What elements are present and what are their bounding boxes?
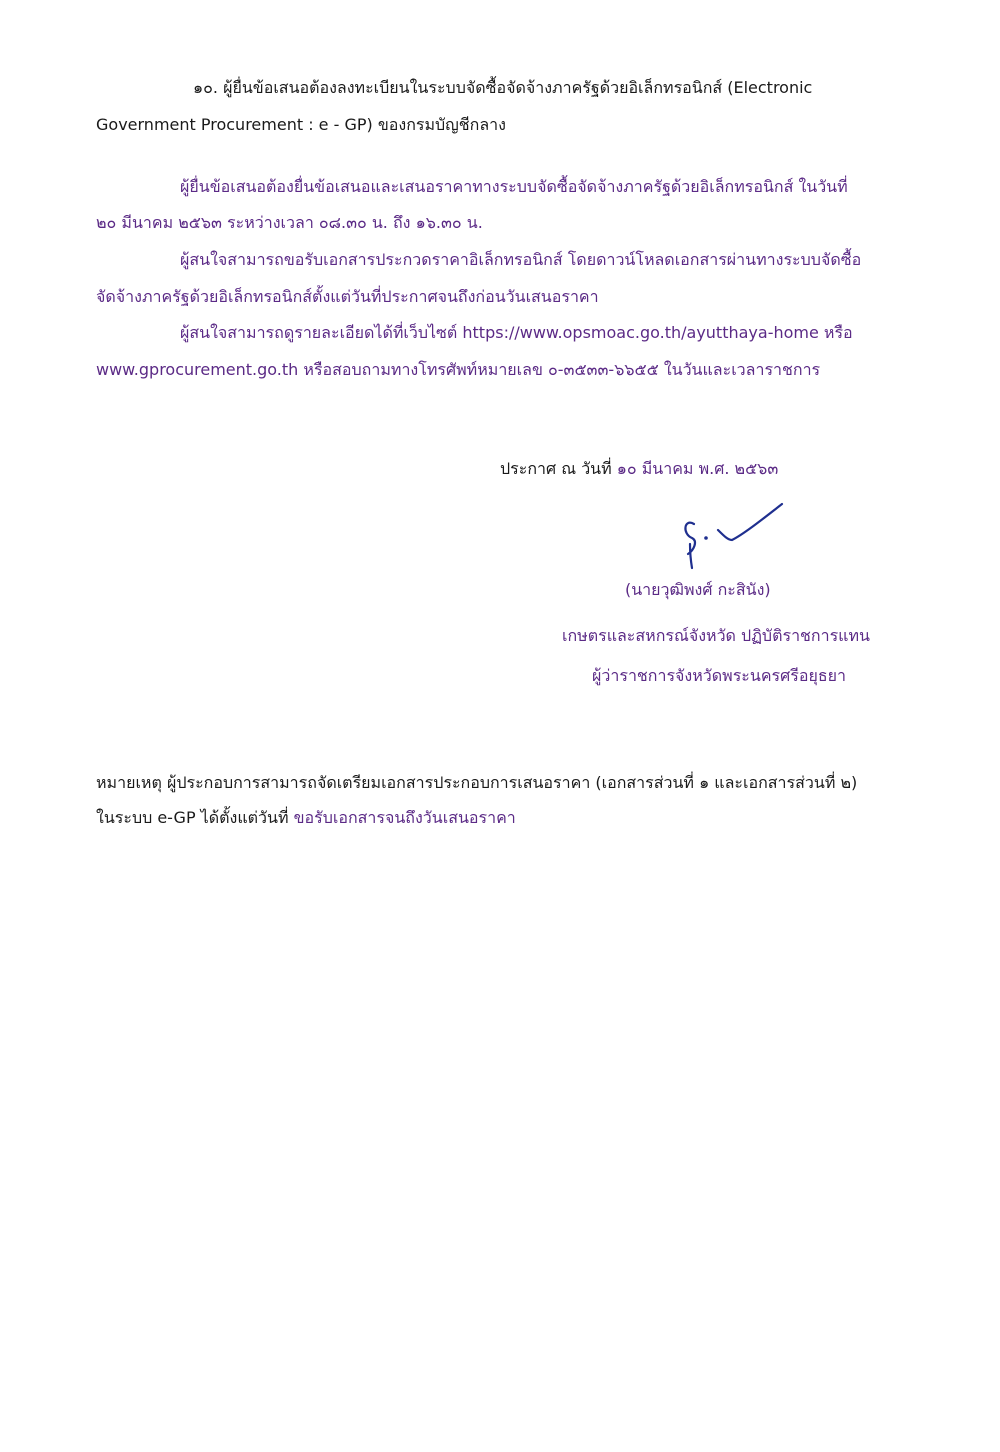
announcement-date — [500, 459, 778, 479]
details-line-2: www.gprocurement.go.th หรือสอบถามทางโทรศัพท์หมายเลข ๐-๓๕๓๓-๖๖๕๕ ในวันและเวลาราชการ — [96, 360, 821, 379]
signer-position-1: เกษตรและสหกรณ์จังหวัด ปฏิบัติราชการแทน — [562, 626, 870, 645]
note-line-2-prefix: ในระบบ e-GP ได้ตั้งแต่วันที่ — [96, 808, 289, 827]
details-line-1: ผู้สนใจสามารถดูรายละเอียดได้ที่เว็บไซต์ https://www.opsmoac.go.th/ayutthaya-home หรือ — [180, 323, 853, 342]
signer-name: (นายวุฒิพงศ์ กะสินัง) — [625, 580, 771, 599]
clause-10-line-1: ๑๐. ผู้ยื่นข้อเสนอต้องลงทะเบียนในระบบจัดซื้อจัดจ้างภาครัฐด้วยอิเล็กทรอนิกส์ (Electronic — [193, 78, 813, 97]
submission-line-1: ผู้ยื่นข้อเสนอต้องยื่นข้อเสนอและเสนอราคาทางระบบจัดซื้อจัดจ้างภาครัฐด้วยอิเล็กทรอนิกส์ ในวันที่ — [180, 177, 848, 196]
signer-position-2: ผู้ว่าราชการจังหวัดพระนครศรีอยุธยา — [592, 666, 846, 685]
note-line-2-suffix: ขอรับเอกสารจนถึงวันเสนอราคา — [293, 808, 516, 827]
download-line-1: ผู้สนใจสามารถขอรับเอกสารประกวดราคาอิเล็กทรอนิกส์ โดยดาวน์โหลดเอกสารผ่านทางระบบจัดซื้อ — [180, 250, 862, 269]
announcement-date-value: ๑๐ มีนาคม พ.ศ. ๒๕๖๓ — [616, 459, 779, 478]
clause-10-line-2: Government Procurement : e - GP) ของกรมบัญชีกลาง — [96, 115, 506, 134]
submission-line-2: ๒๐ มีนาคม ๒๕๖๓ ระหว่างเวลา ๐๘.๓๐ น. ถึง ๑๖.๓๐ น. — [96, 213, 483, 232]
handwritten-signature — [672, 500, 792, 570]
announcement-prefix: ประกาศ ณ วันที่ — [500, 459, 612, 478]
download-line-2: จัดจ้างภาครัฐด้วยอิเล็กทรอนิกส์ตั้งแต่วันที่ประกาศจนถึงก่อนวันเสนอราคา — [96, 287, 599, 306]
note-line-1: หมายเหตุ ผู้ประกอบการสามารถจัดเตรียมเอกสารประกอบการเสนอราคา (เอกสารส่วนที่ ๑ และเอกสารส่วนที่ ๒) — [96, 773, 858, 792]
note-line-2 — [96, 808, 516, 828]
